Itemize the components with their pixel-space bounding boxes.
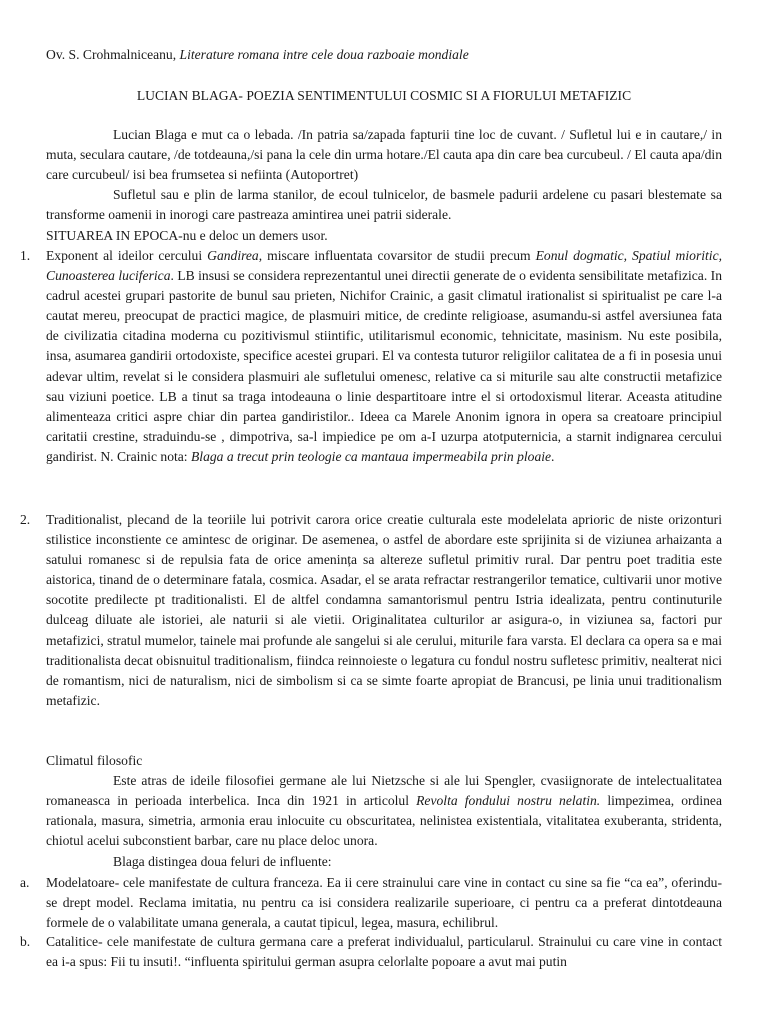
intro-paragraph: Sufletul sau e plin de larma stanilor, de ecoul tulnicelor, de basmele padurii ardelene cu pasari blestemate sa transforme oamenii in inorogi care pastreaza amintirea unei patrii siderale. xyxy=(46,187,722,223)
climat-paragraph xyxy=(46,771,722,851)
item1-text-a: Exponent al ideilor cercului xyxy=(46,248,208,263)
list-item-1 xyxy=(46,246,722,467)
list-marker-a: a. xyxy=(20,875,30,890)
page-title: LUCIAN BLAGA- POEZIA SENTIMENTULUI COSMIC SI A FIORULUI METAFIZIC xyxy=(136,88,632,103)
list-marker-b: b. xyxy=(20,934,31,949)
climat-text-b: limpezimea, ordinea rationala, masura, simetria, armonia erau inlocuite cu obscuritatea, nelinistea existentiala, vitalitatea exuberanta, stridenta, chiotul acelui subconstient barbar, care nu place deloc unora. xyxy=(46,793,722,849)
item1-italic-quote: Blaga a trecut prin teologie ca mantaua impermeabila prin ploaie xyxy=(190,448,552,464)
source-author: Ov. S. Crohmalniceanu, xyxy=(46,47,180,62)
item1-text-d: . xyxy=(551,448,555,464)
item1-text-b: , miscare influentata covarsitor de studii precum xyxy=(258,248,536,263)
list-item-b: Catalitice- cele manifestate de cultura germana care a preferat individualul, particularul. Strainului cu care vine in contact ea i-a spus: Fii tu insuti!. “influenta spiritului german asupra celorlalte popoare a avut mai putin xyxy=(46,934,722,970)
item1-italic-gandirea: Gandirea xyxy=(207,248,259,263)
source-reference xyxy=(46,45,722,64)
item1-italic-works: Eonul dogmatic, Spatiul mioritic, Cunoasterea luciferica xyxy=(46,248,722,284)
intro-quote: Lucian Blaga e mut ca o lebada. /In patria sa/zapada fapturii tine loc de cuvant. / Sufletul lui e in cautare,/ in muta, seculara cautare, /de totdeauna,/si pana la cele din urma hotare./El cauta apa din care bea curcubeul. / El cauta apa/din care curcubeul/ isi bea frumsetea si nefiinta (Autoportret) xyxy=(46,127,722,183)
climat-text-a: Este atras de ideile filosofiei germane ale lui Nietzsche si ale lui Spengler, cvasiignorate de intelectualitatea romaneasca in perioada interbelica. Inca din 1921 in articolul xyxy=(46,773,722,809)
section-heading-climat: Climatul filosofic xyxy=(46,753,143,768)
list-marker-2: 2. xyxy=(20,512,31,527)
influences-intro: Blaga distingea doua feluri de influente: xyxy=(113,854,332,869)
list-item-a: Modelatoare- cele manifestate de cultura franceza. Ea ii cere strainului care vine in contact cu sine sa fie “ca ea”, oferindu-se drept model. Reclama imitatia, nu pentru ca isi considera realizarile superioare, ci pentru ca a preferat dintotdeauna formele de o valabilitate umana generala, a cautat tipicul, legea, masura, echilibrul. xyxy=(46,875,722,931)
climat-italic-article: Revolta fondului nostru nelatin. xyxy=(416,793,601,809)
section-heading-epoca: SITUAREA IN EPOCA-nu e deloc un demers usor. xyxy=(46,228,328,243)
source-book-title: Literature romana intre cele doua razboaie mondiale xyxy=(179,47,469,62)
list-marker-1: 1. xyxy=(20,248,31,263)
item1-text-c: . LB insusi se considera reprezentantul unei directii generate de o evidenta sensibilitate metafizica. In cadrul acestei grupari pastorite de bunul sau prieten, Nichifor Crainic, a gasit climatul irationalist si spiritualist pe care l-a cautat mereu, preocupat de practici magice, de plasmuiri mitice, de credinte religioase, asumandu-si astfel aversiunea fata de civilizatia citadina moderna cu pozitivismul stiintific, utilitarismul economic, tehnicitate, masinism. Nu este posibila, insa, asumarea gandirii ortodoxiste, specifice acestei grupari. El va contesta tuturor religiilor calitatea de a fi in posesia unui adevar ultim, revelat si le considera plasmuiri ale sufletului omenesc, relative ca si miturile sau alte constructii metafizice sau viziuni poetice. LB a tinut sa traga intodeauna o linie despartitoare intre el si ortodoxismul literar. Aceasta atitudine alimenteaza critici aspre chiar din partea gandiristilor.. Ideea ca Marele Anonim ignora in opera sa creatoare principiul caritatii crestine, straduindu-se , dimpotriva, sa-l impiedice pe om a-I uzurpa atotputernicia, a starnit indignarea cercului gandirist. N. Crainic nota: xyxy=(46,268,722,464)
list-item-2: Traditionalist, plecand de la teoriile lui potrivit carora orice creatie culturala este modelelata aprioric de niste orizonturi stilistice inconstiente ce amintesc de originar. De asemenea, o astfel de abordare este sprijinita si de viziunea arhaizanta a satului romanesc si de repulsia fata de orice amenința sa altereze sufletul primitiv rural. Dar pentru poet traditia este aistorica, tinand de o determinare fatala, cosmica. Asadar, el se arata refractar restrangerilor tematice, cultivarii unor motive socotite predilecte pt traditionalisti. El de altfel condamna samantorismul pentru Istria idealizata, pentru continuturile dulceag diluate ale istoriei, ale naturii si ale vietii. Originalitatea culturilor ar asigura-o, in viziunea sa, factori pur metafizici, stratul mumelor, tainele mai profunde ale sangelui si ale cerului, miturile fara varsta. El declara ca opera sa e mai traditionalista decat obisnuitul traditionalism, fiindca reinnoieste o legatura cu fondul nostru sufletesc primitiv, nealterat nici de romantism, nici de naturalism, nici de simbolism si ca se simte foarte apropiat de Brancusi, pe linia unui traditionalism metafizic. xyxy=(46,512,722,708)
